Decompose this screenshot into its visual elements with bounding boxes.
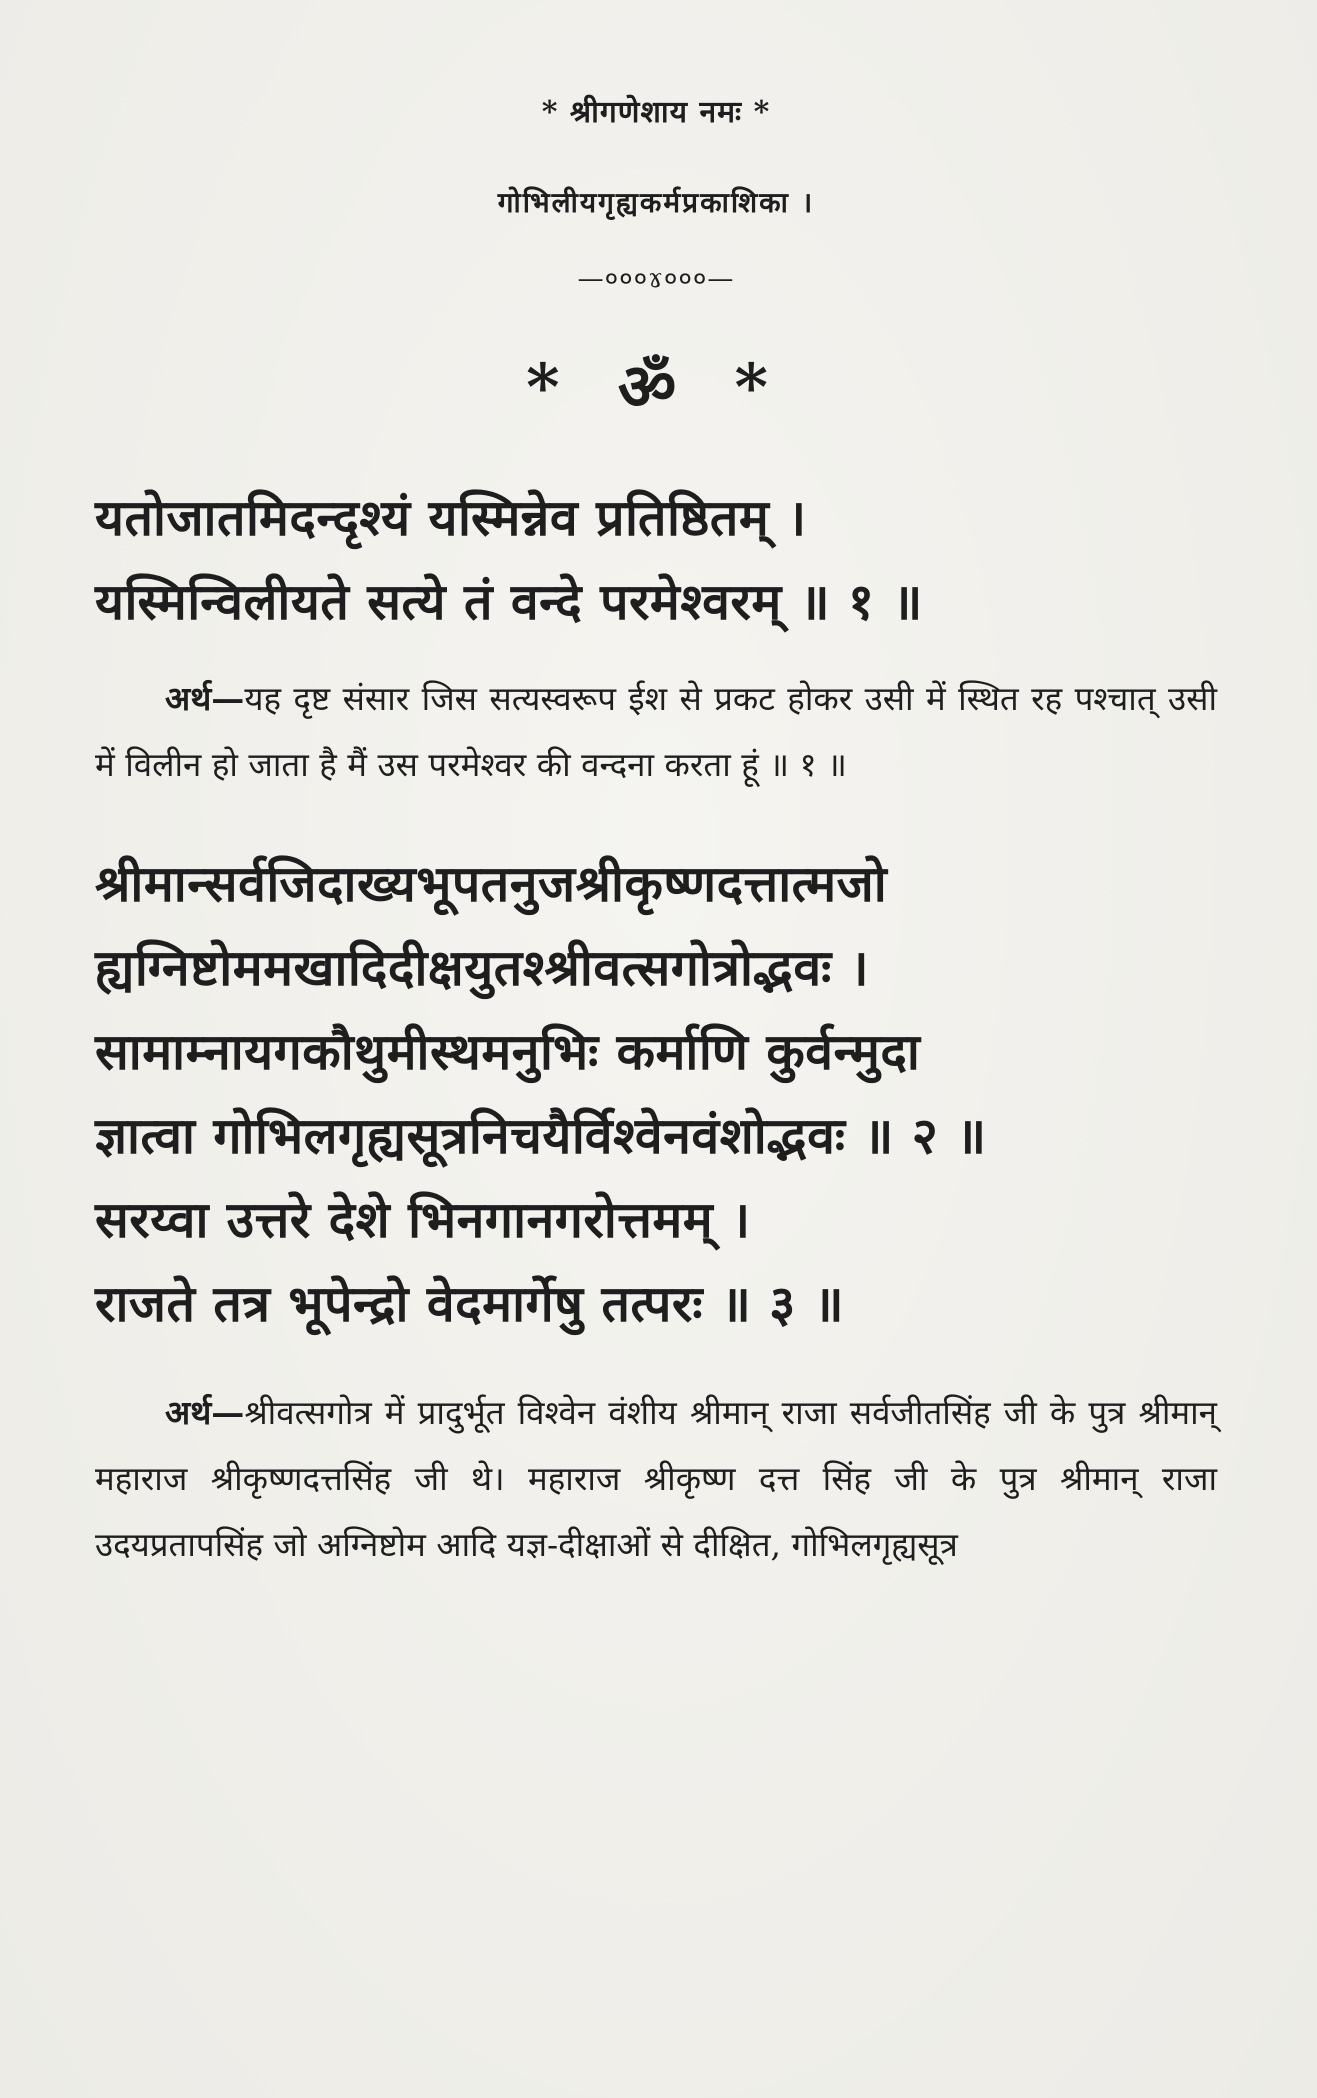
meaning-paragraph-1: [95, 666, 1217, 798]
ornament-divider: —०००ɤ०००—: [577, 264, 735, 294]
meaning-label: अर्थ—: [165, 1393, 245, 1432]
verse-line: यस्मिन्विलीयते सत्ये तं वन्दे परमेश्वरम् ॥ १ ॥: [95, 572, 923, 631]
meaning-text: श्रीवत्सगोत्र में प्रादुर्भूत विश्वेन वंशीय श्रीमान् राजा सर्वजीतसिंह जी के पुत्र श्रीमान् महाराज श्रीकृष्णदत्तसिंह जी थे। महाराज श्रीकृष्ण दत्त सिंह जी के पुत्र श्रीमान् राजा उदयप्रतापसिंह जो अग्निष्टोम आदि यज्ञ-दीक्षाओं से दीक्षित, गोभिलगृह्यसूत्र: [95, 1393, 1217, 1564]
verse-2: [95, 842, 1217, 1346]
verse-line: श्रीमान्सर्वजिदाख्यभूपतनुजश्रीकृष्णदत्तात्मजो: [95, 854, 888, 913]
verse-line: सरय्वा उत्तरे देशे भिनगानगरोत्तमम् ।: [95, 1190, 751, 1249]
om-symbol: * ॐ *: [526, 350, 786, 425]
meaning-label: अर्थ—: [165, 679, 245, 718]
book-title: गोभिलीयगृह्यकर्मप्रकाशिका ।: [497, 186, 815, 219]
verse-line: यतोजातमिदन्दृश्यं यस्मिन्नेव प्रतिष्ठितम् ।: [95, 488, 807, 547]
verse-1: [95, 476, 1217, 644]
verse-line: सामाम्नायगकौथुमीस्थमनुभिः कर्माणि कुर्वन्मुदा: [95, 1022, 921, 1081]
verse-line: ह्यग्निष्टोममखादिदीक्षयुतश्श्रीवत्सगोत्रोद्भवः ।: [95, 938, 870, 997]
verse-line: राजते तत्र भूपेन्द्रो वेदमार्गेषु तत्परः ॥ ३ ॥: [95, 1274, 845, 1333]
meaning-paragraph-2: [95, 1380, 1217, 1578]
invocation-line: * श्रीगणेशाय नमः *: [541, 95, 771, 130]
meaning-text: यह दृष्ट संसार जिस सत्यस्वरूप ईश से प्रकट होकर उसी में स्थित रह पश्चात् उसी में विलीन हो जाता है मैं उस परमेश्वर की वन्दना करता हूं ॥ १ ॥: [95, 679, 1217, 784]
verse-line: ज्ञात्वा गोभिलगृह्यसूत्रनिचयैर्विश्वेनवंशोद्भवः ॥ २ ॥: [95, 1106, 987, 1165]
